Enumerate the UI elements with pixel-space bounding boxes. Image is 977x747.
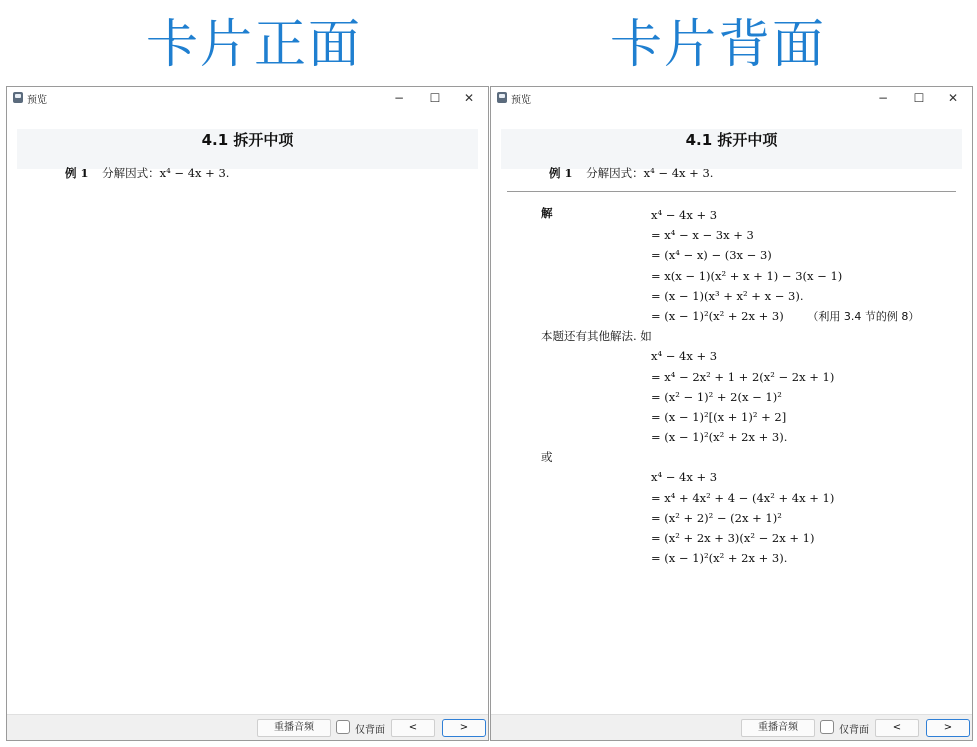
preview-window-front bbox=[6, 86, 489, 741]
replay-audio-button[interactable]: 重播音频 bbox=[741, 719, 815, 737]
minimize-button[interactable]: − bbox=[393, 91, 405, 105]
math-line bbox=[541, 306, 961, 326]
back-only-checkbox[interactable] bbox=[336, 720, 350, 734]
math-line: = (x² − 1)² + 2(x − 1)² bbox=[651, 389, 782, 404]
next-button[interactable]: > bbox=[926, 719, 970, 737]
math-line: = (x² + 2)² − (2x + 1)² bbox=[651, 510, 782, 525]
close-button[interactable]: ✕ bbox=[463, 91, 475, 105]
math-line: = (x − 1)²(x² + 2x + 3). bbox=[651, 430, 788, 445]
math-line: = x⁴ − 2x² + 1 + 2(x² − 2x + 1) bbox=[651, 369, 835, 384]
solution bbox=[541, 205, 961, 568]
maximize-button[interactable]: ☐ bbox=[913, 91, 925, 105]
paragraph: 或 bbox=[541, 450, 553, 465]
math-line: = (x − 1)²[(x + 1)² + 2] bbox=[651, 409, 787, 424]
math-line: = (x² + 2x + 3)(x² − 2x + 1) bbox=[651, 531, 815, 545]
card-content bbox=[491, 109, 972, 714]
window-title: 预览 bbox=[27, 95, 47, 106]
example-text: 分解因式：x⁴ − 4x + 3. bbox=[586, 166, 714, 180]
paragraph: 本题还有其他解法. 如 bbox=[541, 329, 652, 344]
footer-bar bbox=[7, 714, 488, 740]
example-text: 分解因式：x⁴ − 4x + 3. bbox=[102, 166, 230, 180]
math-line: = x⁴ − x − 3x + 3 bbox=[651, 228, 754, 243]
math-line: = x⁴ + 4x² + 4 − (4x² + 4x + 1) bbox=[651, 490, 835, 505]
card-content bbox=[7, 109, 488, 714]
math-line: = (x − 1)(x³ + x² + x − 3). bbox=[651, 288, 804, 303]
solution-label: 解 bbox=[541, 206, 553, 220]
prev-button[interactable]: < bbox=[875, 719, 919, 737]
back-card-label: 卡片背面 bbox=[610, 15, 827, 75]
example-label: 例 1 bbox=[549, 166, 573, 180]
reference-note: （利用 3.4 节的例 8） bbox=[807, 309, 920, 323]
front-back-divider bbox=[507, 191, 956, 192]
math-line: = (x − 1)²(x² + 2x + 3). bbox=[651, 551, 788, 566]
example bbox=[65, 165, 229, 181]
prev-button[interactable]: < bbox=[391, 719, 435, 737]
preview-app-icon bbox=[497, 92, 507, 103]
titlebar bbox=[7, 87, 488, 109]
replay-audio-button[interactable]: 重播音频 bbox=[257, 719, 331, 737]
preview-app-icon bbox=[13, 92, 23, 103]
back-only-label: 仅背面 bbox=[355, 725, 385, 736]
math-line: = x(x − 1)(x² + x + 1) − 3(x − 1) bbox=[651, 268, 843, 283]
math-line: = (x⁴ − x) − (3x − 3) bbox=[651, 248, 772, 263]
math-expression: = (x − 1)²(x² + 2x + 3) bbox=[651, 308, 784, 323]
back-only-label: 仅背面 bbox=[839, 725, 869, 736]
titlebar bbox=[491, 87, 972, 109]
math-line: x⁴ − 4x + 3 bbox=[651, 470, 718, 485]
close-button[interactable]: ✕ bbox=[947, 91, 959, 105]
example bbox=[549, 165, 713, 181]
card-heading: 4.1 拆开中项 bbox=[685, 131, 778, 149]
window-title: 预览 bbox=[511, 95, 531, 106]
example-label: 例 1 bbox=[65, 166, 89, 180]
preview-window-back bbox=[490, 86, 973, 741]
math-line: x⁴ − 4x + 3 bbox=[651, 349, 718, 364]
maximize-button[interactable]: ☐ bbox=[429, 91, 441, 105]
card-heading: 4.1 拆开中项 bbox=[201, 131, 294, 149]
minimize-button[interactable]: − bbox=[877, 91, 889, 105]
footer-bar bbox=[491, 714, 972, 740]
next-button[interactable]: > bbox=[442, 719, 486, 737]
front-card-label: 卡片正面 bbox=[146, 15, 363, 75]
math-line: x⁴ − 4x + 3 bbox=[651, 208, 718, 222]
back-only-checkbox[interactable] bbox=[820, 720, 834, 734]
